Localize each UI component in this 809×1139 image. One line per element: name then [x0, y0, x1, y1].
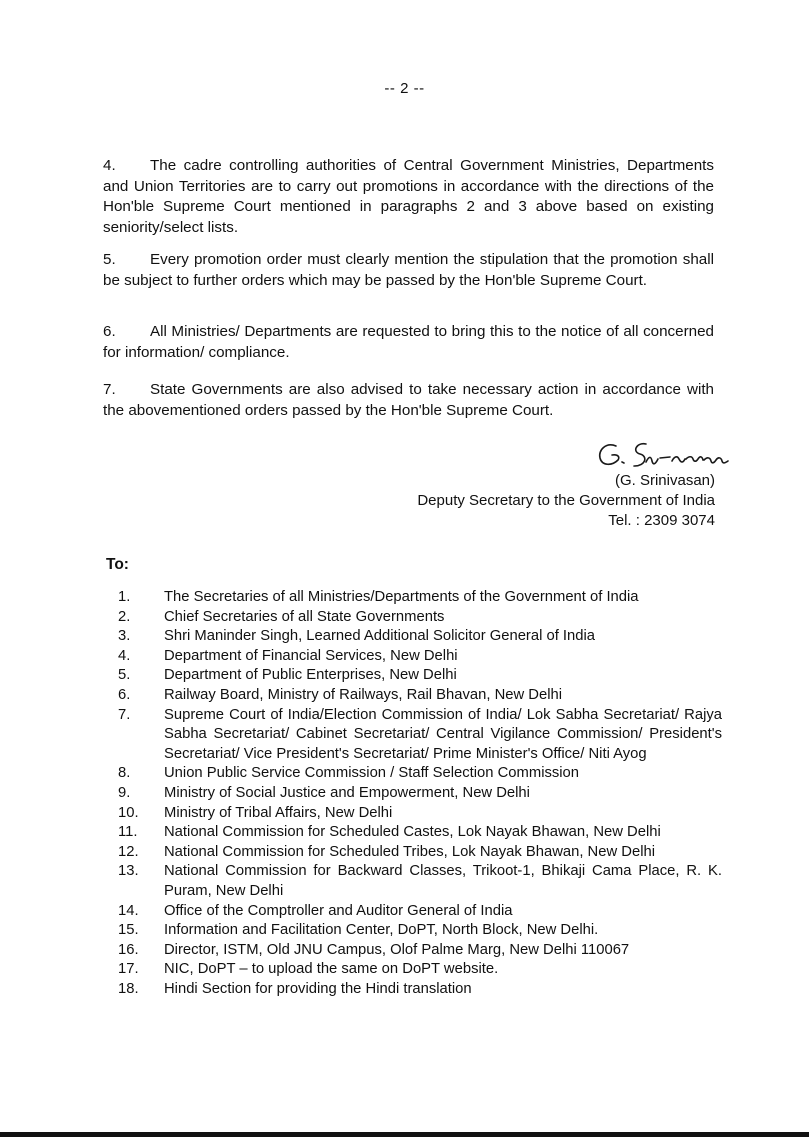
signatory-telephone: Tel. : 2309 3074 — [608, 512, 715, 529]
paragraph-text: State Governments are also advised to take necessary action in accordance with the abovementioned orders passed by the Hon'ble Supreme Court. — [103, 381, 714, 419]
list-item — [106, 804, 722, 824]
list-item-text: Ministry of Social Justice and Empowerment, New Delhi — [164, 784, 530, 801]
signatory-designation: Deputy Secretary to the Government of India — [417, 492, 715, 509]
page-bottom-border — [0, 1132, 809, 1137]
list-item-text: Hindi Section for providing the Hindi translation — [164, 980, 472, 997]
list-item-text: Information and Facilitation Center, DoPT, North Block, New Delhi. — [164, 922, 599, 939]
list-item — [106, 764, 722, 784]
list-item-text: NIC, DoPT – to upload the same on DoPT website. — [164, 961, 499, 978]
list-item-text: National Commission for Scheduled Castes, Lok Nayak Bhawan, New Delhi — [164, 824, 661, 841]
list-item-number: 15. — [118, 922, 139, 939]
list-item-text: National Commission for Scheduled Tribes, Lok Nayak Bhawan, New Delhi — [164, 843, 655, 860]
list-item-text: Department of Financial Services, New Delhi — [164, 647, 458, 664]
page-number: -- 2 -- — [384, 80, 425, 97]
list-item — [106, 666, 722, 686]
list-item-number: 11. — [118, 824, 138, 841]
list-item — [106, 784, 722, 804]
list-item-text: National Commission for Backward Classes, Trikoot-1, Bhikaji Cama Place, R. K. Puram, New Delhi — [164, 863, 722, 899]
paragraph-number: 7. — [103, 381, 116, 398]
list-item-text: Department of Public Enterprises, New Delhi — [164, 667, 457, 684]
list-item-number: 5. — [118, 667, 131, 684]
list-item-text: Office of the Comptroller and Auditor General of India — [164, 902, 513, 919]
list-item-number: 7. — [118, 706, 131, 723]
paragraph-7 — [103, 380, 714, 421]
paragraph-5 — [103, 250, 714, 291]
list-item — [106, 941, 722, 961]
paragraph-text: All Ministries/ Departments are requested to bring this to the notice of all concerned for information/ compliance. — [103, 323, 714, 361]
list-item — [106, 686, 722, 706]
list-item — [106, 706, 722, 765]
list-item-number: 2. — [118, 608, 131, 625]
list-item-text: Supreme Court of India/Election Commission of India/ Lok Sabha Secretariat/ Rajya Sabha Secretariat/ Cabinet Secretariat/ Central Vigilance Commission/ President's Secretariat/ Vice President's Secretariat/ Prime Minister's Office/ Niti Ayog — [164, 706, 722, 762]
list-item-number: 12. — [118, 843, 139, 860]
list-item-text: Shri Maninder Singh, Learned Additional Solicitor General of India — [164, 628, 596, 645]
list-item-text: Union Public Service Commission / Staff Selection Commission — [164, 765, 580, 782]
list-item-number: 16. — [118, 941, 139, 958]
list-item-number: 8. — [118, 765, 131, 782]
list-item — [106, 627, 722, 647]
paragraph-number: 6. — [103, 323, 116, 340]
list-item — [106, 862, 722, 901]
list-item-number: 4. — [118, 647, 131, 664]
paragraph-6 — [103, 322, 714, 363]
list-item-number: 1. — [118, 589, 131, 605]
paragraph-number: 4. — [103, 157, 116, 174]
list-item-text: Chief Secretaries of all State Governments — [164, 608, 445, 625]
list-item-text: Ministry of Tribal Affairs, New Delhi — [164, 804, 393, 821]
handwritten-signature — [594, 436, 744, 476]
list-item-text: The Secretaries of all Ministries/Departments of the Government of India — [164, 589, 639, 605]
paragraph-text: The cadre controlling authorities of Central Government Ministries, Departments and Union Territories are to carry out promotions in accordance with the directions of the Hon'ble Supreme Court mentioned in paragraphs 2 and 3 above based on existing seniority/select lists. — [103, 157, 714, 236]
list-item-number: 18. — [118, 980, 139, 997]
list-item-number: 6. — [118, 686, 131, 703]
list-item — [106, 980, 722, 1000]
list-item-number: 3. — [118, 628, 131, 645]
paragraph-4 — [103, 156, 714, 238]
list-item — [106, 921, 722, 941]
paragraph-text: Every promotion order must clearly mention the stipulation that the promotion shall be subject to further orders which may be passed by the Hon'ble Supreme Court. — [103, 251, 714, 289]
list-item — [106, 647, 722, 667]
list-item — [106, 902, 722, 922]
recipient-list — [106, 588, 722, 999]
list-item-text: Director, ISTM, Old JNU Campus, Olof Palme Marg, New Delhi 110067 — [164, 941, 630, 958]
list-item-text: Railway Board, Ministry of Railways, Rail Bhavan, New Delhi — [164, 686, 563, 703]
list-item — [106, 823, 722, 843]
list-item — [106, 843, 722, 863]
list-item-number: 9. — [118, 784, 131, 801]
list-item-number: 17. — [118, 961, 139, 978]
to-label: To: — [106, 556, 129, 573]
signature-block — [417, 471, 715, 531]
list-item — [106, 608, 722, 628]
list-item — [106, 588, 722, 608]
paragraph-number: 5. — [103, 251, 116, 268]
list-item-number: 14. — [118, 902, 139, 919]
list-item — [106, 960, 722, 980]
list-item-number: 10. — [118, 804, 139, 821]
signatory-name: (G. Srinivasan) — [614, 472, 715, 489]
list-item-number: 13. — [118, 863, 139, 880]
